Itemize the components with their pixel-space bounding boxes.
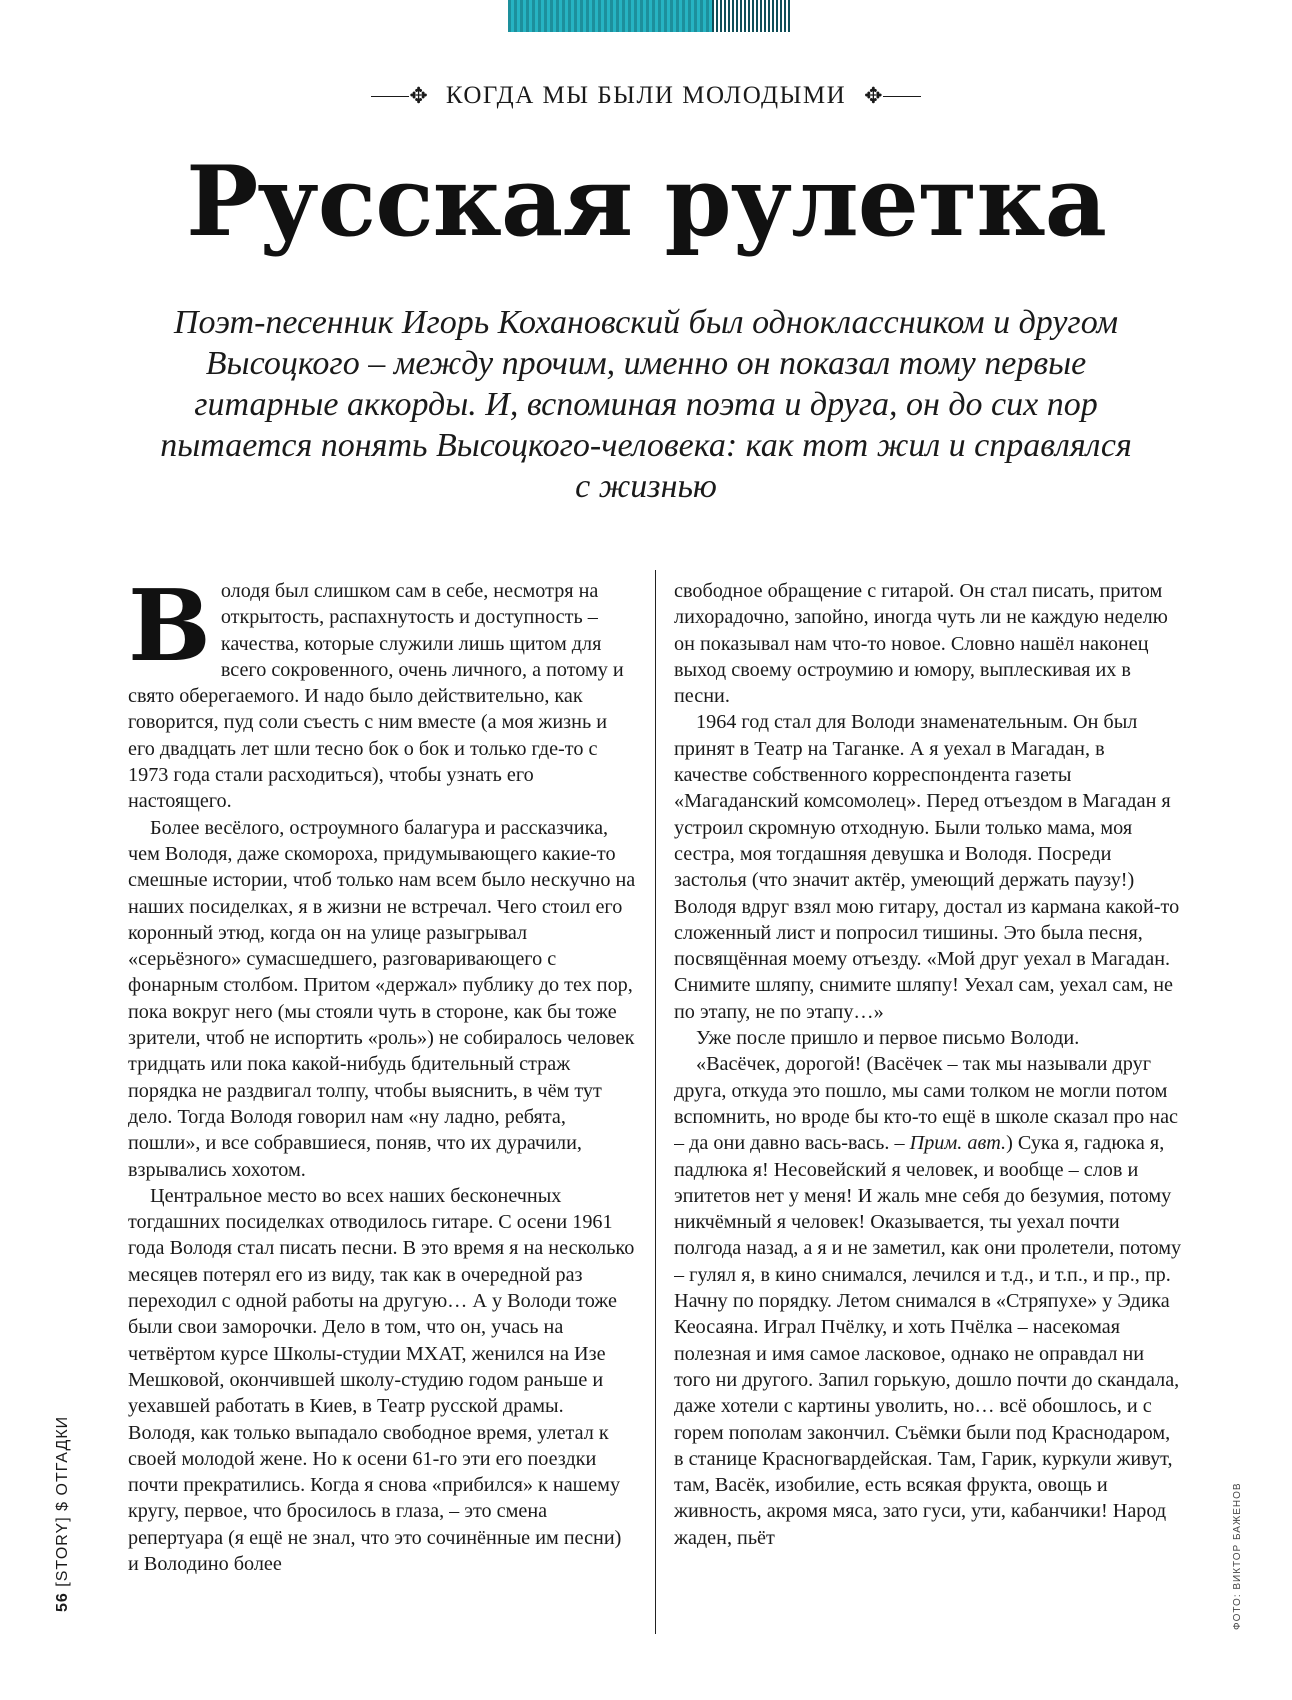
paragraph-text: ) Сука я, гадюка я, падлюка я! Несовейский я человек, и вообще – слов и эпитетов нет у меня! И жаль мне себя до безумия, потому никчёмный я человек! Оказывается, ты уехал почти полгода назад, а я и не заметил, как они пролетели, потому – гулял я, в кино снимался, лечился и т.д., и т.п., и пр., пр. Начну по порядку. Летом снимался в «Стряпухе» у Эдика Кеосаяна. Играл Пчёлку, и хоть Пчёлка – насекомая полезная и имя самое ласковое, однако не оправдал ни того ни другого. Запил горькую, дошло почти до скандала, даже хотели с картины уволить, но… всё обошлось, и с горем пополам закончил. Съёмки были под Краснодаром, в станице Красногвардейская. Там, Гарик, куркули живут, там, Васёк, изобилие, есть всякая фрукта, овощь и живность, акромя мяса, зато гуси, ути, кабанчики! Народ жаден, пьёт — [674, 1132, 1182, 1549]
paragraph — [674, 1051, 1182, 1551]
paragraph: Более весёлого, остроумного балагура и рассказчика, чем Володя, даже скомороха, придумывающего какие-то смешные истории, чтоб только нам всем было нескучно на наших посиделках, я в жизни не встречал. Чего стоил его коронный этюд, когда он на улице разыгрывал «серьёзного» сумасшедшего, разговаривающего с фонарным столбом. Притом «держал» публику до тех пор, пока вокруг него (мы стояли чуть в стороне, как бы тоже зрители, чтоб не испортить «роль») не собиралось человек тридцать или пока какой-нибудь бдительный страж порядка не раздвигал толпу, чтобы выяснить, в чём тут дело. Тогда Володя говорил нам «ну ладно, ребята, пошли», и все собравшиеся, поняв, что их дурачили, взрывались хохотом. — [128, 816, 636, 1181]
page-number: 56 — [54, 1592, 71, 1612]
column-divider — [655, 570, 656, 1634]
article-headline: Русская рулетка — [186, 145, 1106, 258]
page-footer — [54, 1415, 74, 1612]
top-color-bar — [508, 0, 792, 32]
paragraph: 1964 год стал для Володи знаменательным. Он был принят в Театр на Таганке. А я уехал в Магадан, в качестве собственного корреспондента газеты «Магаданский комсомолец». Перед отъездом в Магадан я устроил скромную отходную. Были только мама, моя сестра, моя тогдашняя девушка и Володя. Посреди застолья (что значит актёр, умеющий держать паузу!) Володя вдруг взял мою гитару, достал из кармана какой-то сложенный лист и попросил тишины. Это была песня, посвящённая моему отъезду. «Мой друг уехал в Магадан. Снимите шляпу, снимите шляпу! Уехал сам, уехал сам, не по этапу, не по этапу…» — [674, 711, 1180, 1023]
paragraph: Центральное место во всех наших бесконечных тогдашних посиделках отводилось гитаре. С осени 1961 года Володя стал писать песни. В это время я на несколько месяцев потерял его из виду, так как в очередной раз переходил с одной работы на другую… А у Володи тоже были свои заморочки. Дело в том, что он, учась на четвёртом курсе Школы-студии МХАТ, женился на Изе Мешковой, окончившей школу-студию годом раньше и уехавшей работать в Киев, в Театр русской драмы. Володя, как только выпадало свободное время, улетал к своей молодой жене. Но к осени 61-го эти его поездки почти прекратились. Когда я снова «прибился» к нашему кругу, первое, что бросилось в глаза, – это смена репертуара (я ещё не знал, что это сочинённые им песни) и Володино более — [128, 1184, 635, 1575]
ornament-right-icon: ✥ — [864, 83, 920, 109]
section-rubric — [0, 76, 1292, 116]
drop-cap: В — [128, 578, 211, 684]
category-label: ОТГАДКИ — [54, 1415, 71, 1496]
ornament-left-icon: ✥ — [371, 83, 427, 109]
text-column-2 — [674, 578, 1182, 1632]
paragraph: свободное обращение с гитарой. Он стал писать, притом лихорадочно, запойно, иногда чуть ли не каждую неделю он показывал нам что-то новое. Словно нашёл наконец выход своему остроумию и юмору, выплескивая их в песни. — [674, 580, 1168, 708]
photo-credit: ФОТО: ВИКТОР БАЖЕНОВ — [1232, 1482, 1243, 1630]
section-label: [STORY] — [54, 1516, 71, 1587]
paragraph: Уже после пришло и первое письмо Володи. — [696, 1027, 1080, 1050]
dollar-separator: $ — [54, 1500, 71, 1511]
paragraph — [128, 578, 636, 815]
article-lead: Поэт-песенник Игорь Кохановский был одноклассником и другом Высоцкого – между прочим, именно он показал тому первые гитарные аккорды. И, вспоминая поэта и друга, он до сих пор пытается понять Высоцкого-человека: как тот жил и справлялся с жизнью — [160, 304, 1132, 505]
author-note: Прим. авт. — [909, 1132, 1007, 1155]
paragraph-text: «Васёчек, дорогой! (Васёчек – так мы называли друг друга, откуда это пошло, мы сами толком не могли потом вспомнить, но вроде бы кто-то ещё в школе сказал про нас – да они давно вась-вась. – — [674, 1053, 1178, 1155]
text-column-1 — [128, 578, 636, 1632]
paragraph-text: олодя был слишком сам в себе, несмотря на открытость, распахнутость и доступность – качества, которые служили лишь щитом для всего сокровенного, очень личного, а потому и свято оберегаемого. И надо было действительно, как говорится, пуд соли съесть с ним вместе (а моя жизнь и его двадцать лет шли тесно бок о бок и только где-то с 1973 года стали расходиться), чтобы узнать его настоящего. — [128, 580, 624, 813]
rubric-label: КОГДА МЫ БЫЛИ МОЛОДЫМИ — [445, 82, 847, 109]
